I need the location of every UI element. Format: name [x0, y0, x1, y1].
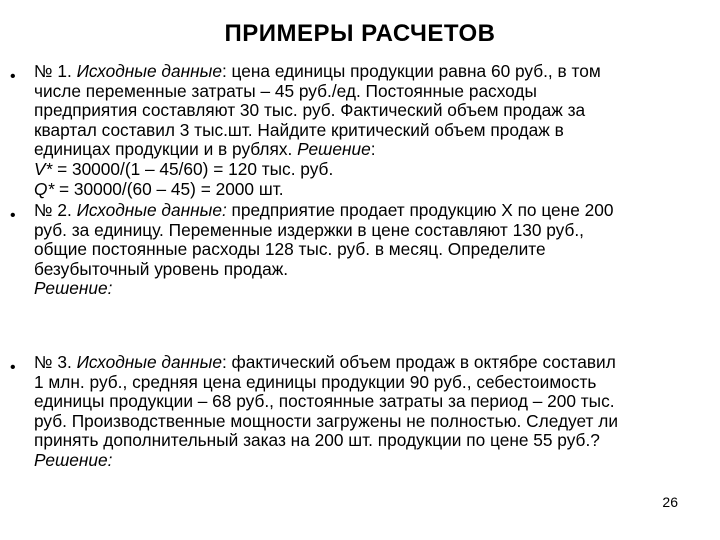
problem-line: принять дополнительный заказ на 200 шт. продукции по цене 55 руб.?: [34, 430, 600, 451]
formula-line: Q* = 30000/(60 – 45) = 2000 шт.: [34, 178, 284, 199]
problem-line: квартал составил 3 тыс.шт. Найдите критический объем продаж в: [34, 119, 564, 140]
bullet-icon: •: [10, 207, 16, 224]
slide-title: ПРИМЕРЫ РАСЧЕТОВ: [224, 20, 496, 47]
problem-line: предприятия составляют 30 тыс. руб. Фактический объем продаж за: [34, 100, 586, 121]
page-number: 26: [662, 494, 678, 510]
problem-3-text: [34, 353, 720, 471]
problem-line: 1 млн. руб., средняя цена единицы продукции 90 руб., себестоимость: [34, 371, 597, 392]
formula-line: V* = 30000/(1 – 45/60) = 120 тыс. руб.: [34, 158, 334, 179]
problem-line: руб. за единицу. Переменные издержки в цене составляют 130 руб.,: [34, 219, 584, 240]
problem-line: общие постоянные расходы 128 тыс. руб. в месяц. Определите: [34, 239, 546, 260]
solution-label: Решение:: [34, 449, 113, 470]
bullet-icon: •: [10, 359, 16, 376]
problem-line: № 1. Исходные данные: цена единицы продукции равна 60 руб., в том: [34, 61, 601, 81]
problem-line: единицы продукции – 68 руб., постоянные затраты за период – 200 тыс.: [34, 391, 615, 412]
problem-1-text: [34, 62, 720, 199]
problem-line: руб. Производственные мощности загружены не полностью. Следует ли: [34, 410, 618, 431]
problem-line: безубыточный уровень продаж.: [34, 258, 289, 279]
problem-line: № 2. Исходные данные: предприятие продает продукцию Х по цене 200: [34, 200, 614, 220]
problem-2-text: [34, 201, 720, 299]
problem-line: единицах продукции и в рублях. Решение:: [34, 139, 376, 160]
solution-label: Решение:: [34, 278, 113, 299]
problem-line: числе переменные затраты – 45 руб./ед. Постоянные расходы: [34, 80, 537, 101]
problem-line: № 3. Исходные данные: фактический объем продаж в октябре составил: [34, 352, 616, 372]
bullet-icon: •: [10, 68, 16, 85]
